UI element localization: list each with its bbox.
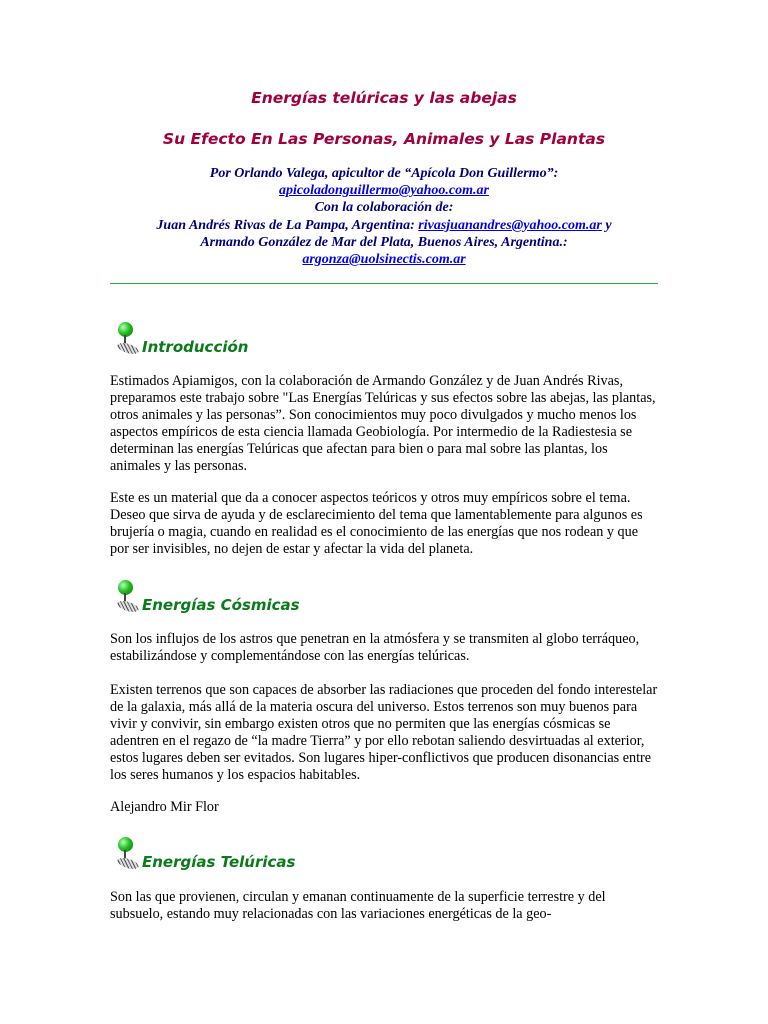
author-email-link[interactable]: apicoladonguillermo@yahoo.com.ar xyxy=(279,183,489,199)
section-heading-cosmicas xyxy=(110,578,300,614)
collaborator-1-name: Juan Andrés Rivas de La Pampa, Argentina: xyxy=(156,217,419,233)
telluric-paragraph-1: Son las que provienen, circulan y emanan continuamente de la superficie terrestre y del subsuelo, estando muy relacionadas con las variaciones energéticas de la geo- xyxy=(110,889,606,922)
collaboration-label: Con la colaboración de: xyxy=(314,200,454,216)
horizontal-rule xyxy=(110,283,658,284)
collaborator-2-email-link[interactable]: argonza@uolsinectis.com.ar xyxy=(302,252,466,268)
author-line: Por Orlando Valega, apicultor de “Apícola Don Guillermo”: xyxy=(209,166,559,181)
collaborator-line-1 xyxy=(110,217,658,234)
document-title: Energías telúricas y las abejas xyxy=(251,89,517,107)
section-title-telluricas: Energías Telúricas xyxy=(142,853,296,871)
section-heading-introduccion xyxy=(110,320,248,356)
section-title-introduccion: Introducción xyxy=(142,338,249,356)
collaborator-line-2: Armando González de Mar del Plata, Buenos Aires, Argentina.: xyxy=(200,234,568,250)
section-title-cosmicas: Energías Cósmicas xyxy=(142,596,300,614)
green-pin-icon xyxy=(110,322,140,356)
section-heading-telluricas xyxy=(110,835,295,871)
cosmic-author: Alejandro Mir Flor xyxy=(110,799,219,815)
collaborator-1-email-link[interactable]: rivasjuanandres@yahoo.com.ar xyxy=(418,217,602,233)
collaborator-conjunction: y xyxy=(601,217,612,233)
document-subtitle: Su Efecto En Las Personas, Animales y Las Plantas xyxy=(162,130,606,148)
cosmic-paragraph-2: Existen terrenos que son capaces de absorber las radiaciones que proceden del fondo interestelar de la galaxia, más allá de la materia oscura del universo. Estos terrenos son muy buenos para vivir y convivir, sin embargo existen otros que no permiten que las energías cósmicas se adentren en el regazo de “la madre Tierra” y por ello rebotan saliendo desvirtuadas al exterior, estos lugares deben ser evitados. Son lugares hiper-conflictivos que producen disonancias entre los seres humanos y los espacios habitables. xyxy=(110,682,658,783)
green-pin-icon xyxy=(110,580,140,614)
byline-block xyxy=(110,165,658,268)
green-pin-icon xyxy=(110,837,140,871)
intro-paragraph-1: Estimados Apiamigos, con la colaboración de Armando González y de Juan Andrés Rivas, preparamos este trabajo sobre "Las Energías Telúricas y sus efectos sobre las abejas, las plantas, otros animales y las personas”. Son conocimientos muy poco divulgados y mucho menos los aspectos empíricos de esta ciencia llamada Geobiología. Por intermedio de la Radiestesia se determinan las energías Telúricas que afectan para bien o para mal sobre las plantas, los animales y las personas. xyxy=(110,373,656,474)
cosmic-paragraph-1: Son los influjos de los astros que penetran en la atmósfera y se transmiten al globo terráqueo, estabilizándose y complementándose con las energías telúricas. xyxy=(110,631,640,664)
intro-paragraph-2: Este es un material que da a conocer aspectos teóricos y otros muy empíricos sobre el tema. Deseo que sirva de ayuda y de esclarecimiento del tema que lamentablemente para algunos es brujería o magia, cuando en realidad es el conocimiento de las energías que nos rodean y que por ser invisibles, no dejen de estar y afectar la vida del planeta. xyxy=(110,490,643,557)
